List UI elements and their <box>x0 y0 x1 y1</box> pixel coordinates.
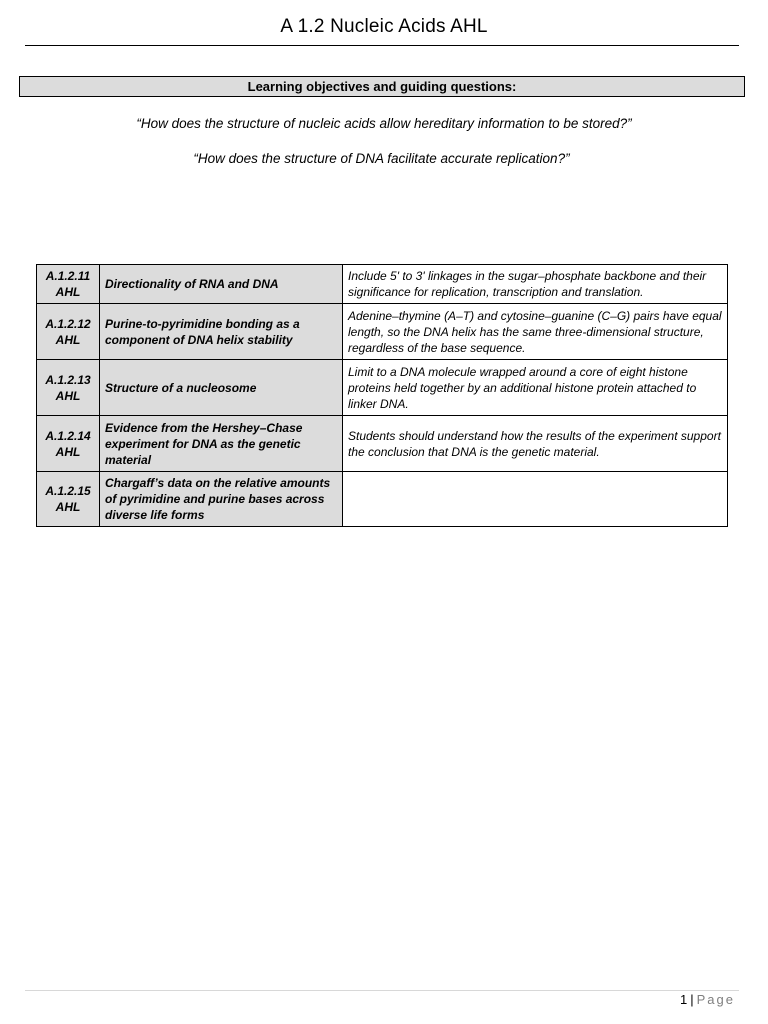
row-level: AHL <box>55 500 81 514</box>
row-guidance: Include 5' to 3' linkages in the sugar–phosphate backbone and their significance for replication, transcription and translation. <box>343 265 728 304</box>
row-guidance: Limit to a DNA molecule wrapped around a core of eight histone proteins held together by an additional histone protein attached to linker DNA. <box>343 360 728 416</box>
table-row <box>37 360 728 416</box>
page-number: 1 <box>680 992 688 1007</box>
row-topic: Evidence from the Hershey–Chase experiment for DNA as the genetic material <box>100 416 343 472</box>
table-row <box>37 416 728 472</box>
page-label: Page <box>696 992 735 1007</box>
row-topic: Structure of a nucleosome <box>100 360 343 416</box>
guiding-question-2 <box>0 151 768 166</box>
title-divider <box>25 45 739 46</box>
row-code: A.1.2.11 <box>45 269 91 283</box>
table-row <box>37 304 728 360</box>
row-code: A.1.2.13 <box>45 372 91 387</box>
row-code-cell <box>37 304 100 360</box>
objectives-heading: Learning objectives and guiding questions: <box>19 76 745 97</box>
objectives-table <box>36 264 728 527</box>
row-guidance: Adenine–thymine (A–T) and cytosine–guanine (C–G) pairs have equal length, so the DNA helix has the same three-dimensional structure, regardless of the base sequence. <box>343 304 728 360</box>
row-code: A.1.2.15 <box>45 484 91 498</box>
row-code-cell <box>37 416 100 472</box>
row-topic: Directionality of RNA and DNA <box>100 265 343 304</box>
footer-separator: | <box>690 992 694 1007</box>
row-level: AHL <box>55 388 81 403</box>
row-guidance <box>343 472 728 527</box>
table-row <box>37 472 728 527</box>
row-code-cell <box>37 472 100 527</box>
row-topic: Purine-to-pyrimidine bonding as a component of DNA helix stability <box>100 304 343 360</box>
row-topic: Chargaff’s data on the relative amounts of pyrimidine and purine bases across diverse life forms <box>100 472 343 527</box>
row-code-cell <box>37 360 100 416</box>
row-guidance: Students should understand how the results of the experiment support the conclusion that DNA is the genetic material. <box>343 416 728 472</box>
table-row <box>37 265 728 304</box>
row-level: AHL <box>55 332 81 347</box>
row-code: A.1.2.12 <box>45 316 91 331</box>
guiding-question-1: “How does the structure of nucleic acids allow hereditary information to be stored?” <box>136 116 632 131</box>
page-footer <box>680 992 735 1007</box>
guiding-question-2-text: “How does the structure of DNA facilitate accurate replication?” <box>193 151 570 166</box>
row-level: AHL <box>55 285 81 299</box>
page-title: A 1.2 Nucleic Acids AHL <box>280 16 488 37</box>
row-code: A.1.2.14 <box>45 428 91 443</box>
footer-divider <box>25 990 739 991</box>
row-code-cell <box>37 265 100 304</box>
row-level: AHL <box>55 444 81 459</box>
